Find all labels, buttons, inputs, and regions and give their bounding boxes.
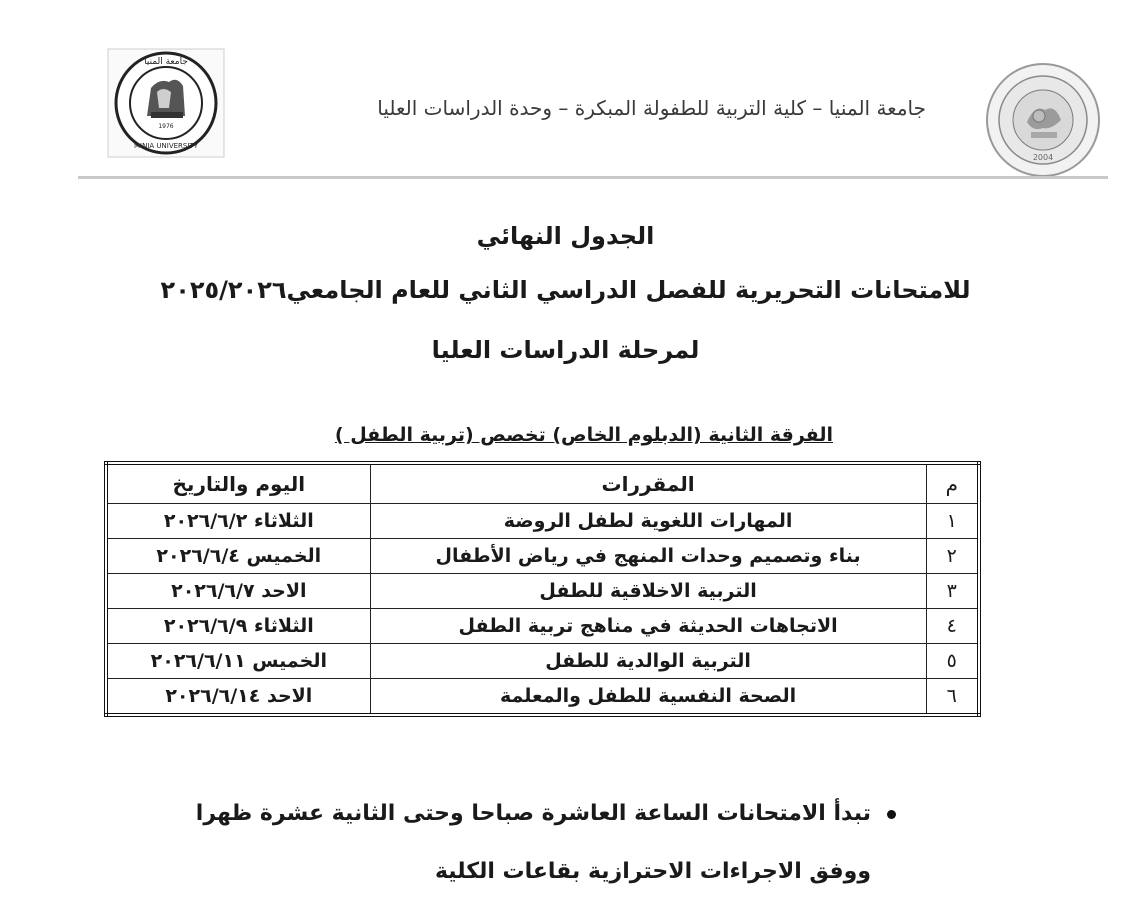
row-date: الاحد ٢٠٢٦/٦/٧ <box>106 574 370 609</box>
svg-text:MINIA UNIVERSITY: MINIA UNIVERSITY <box>134 142 198 150</box>
row-date: الخميس ٢٠٢٦/٦/٤ <box>106 539 370 574</box>
exam-schedule-table <box>104 461 981 717</box>
row-date: الثلاثاء ٢٠٢٦/٦/٢ <box>106 504 370 539</box>
row-num: ٥ <box>926 644 979 679</box>
svg-text:1976: 1976 <box>158 123 174 130</box>
page-header <box>0 40 1131 180</box>
note-text-1: تبدأ الامتحانات الساعة العاشرة صباحا وحتى الثانية عشرة ظهرا <box>195 801 871 826</box>
row-num: ٦ <box>926 679 979 716</box>
header-university-text: جامعة المنيا – كلية التربية للطفولة المبكرة – وحدة الدراسات العليا <box>377 96 926 120</box>
header-num: م <box>926 463 979 504</box>
row-num: ٣ <box>926 574 979 609</box>
row-num: ٢ <box>926 539 979 574</box>
exam-notes <box>196 785 896 901</box>
table-row <box>106 644 979 679</box>
document-title-line-3: لمرحلة الدراسات العليا <box>431 336 700 364</box>
table-row <box>106 574 979 609</box>
row-num: ٤ <box>926 609 979 644</box>
bullet-icon <box>887 810 896 819</box>
header-course: المقررات <box>370 463 926 504</box>
table-row <box>106 609 979 644</box>
table-row <box>106 539 979 574</box>
row-course: الاتجاهات الحديثة في مناهج تربية الطفل <box>370 609 926 644</box>
table-header-row <box>106 463 979 504</box>
row-course: التربية الوالدية للطفل <box>370 644 926 679</box>
note-line-1 <box>196 785 896 843</box>
header-divider <box>78 176 1108 179</box>
row-date: الثلاثاء ٢٠٢٦/٦/٩ <box>106 609 370 644</box>
table-row <box>106 504 979 539</box>
faculty-seal-logo <box>983 60 1103 180</box>
note-line-2: ووفق الاجراءات الاحترازية بقاعات الكلية <box>434 859 871 884</box>
minia-university-logo <box>107 48 225 158</box>
row-date: الخميس ٢٠٢٦/٦/١١ <box>106 644 370 679</box>
header-date: اليوم والتاريخ <box>106 463 370 504</box>
svg-text:2004: 2004 <box>1032 153 1054 162</box>
document-title: الجدول النهائي <box>476 222 655 250</box>
svg-text:جامعة المنيا: جامعة المنيا <box>144 57 188 67</box>
row-course: التربية الاخلاقية للطفل <box>370 574 926 609</box>
row-course: بناء وتصميم وحدات المنهج في رياض الأطفال <box>370 539 926 574</box>
table-row <box>106 679 979 716</box>
row-course: المهارات اللغوية لطفل الروضة <box>370 504 926 539</box>
table-subtitle: الفرقة الثانية (الدبلوم الخاص) تخصص (تربية الطفل ) <box>334 424 833 446</box>
row-course: الصحة النفسية للطفل والمعلمة <box>370 679 926 716</box>
document-title-line-2: للامتحانات التحريرية للفصل الدراسي الثاني للعام الجامعي٢٠٢٥/٢٠٢٦ <box>160 276 971 304</box>
row-date: الاحد ٢٠٢٦/٦/١٤ <box>106 679 370 716</box>
row-num: ١ <box>926 504 979 539</box>
